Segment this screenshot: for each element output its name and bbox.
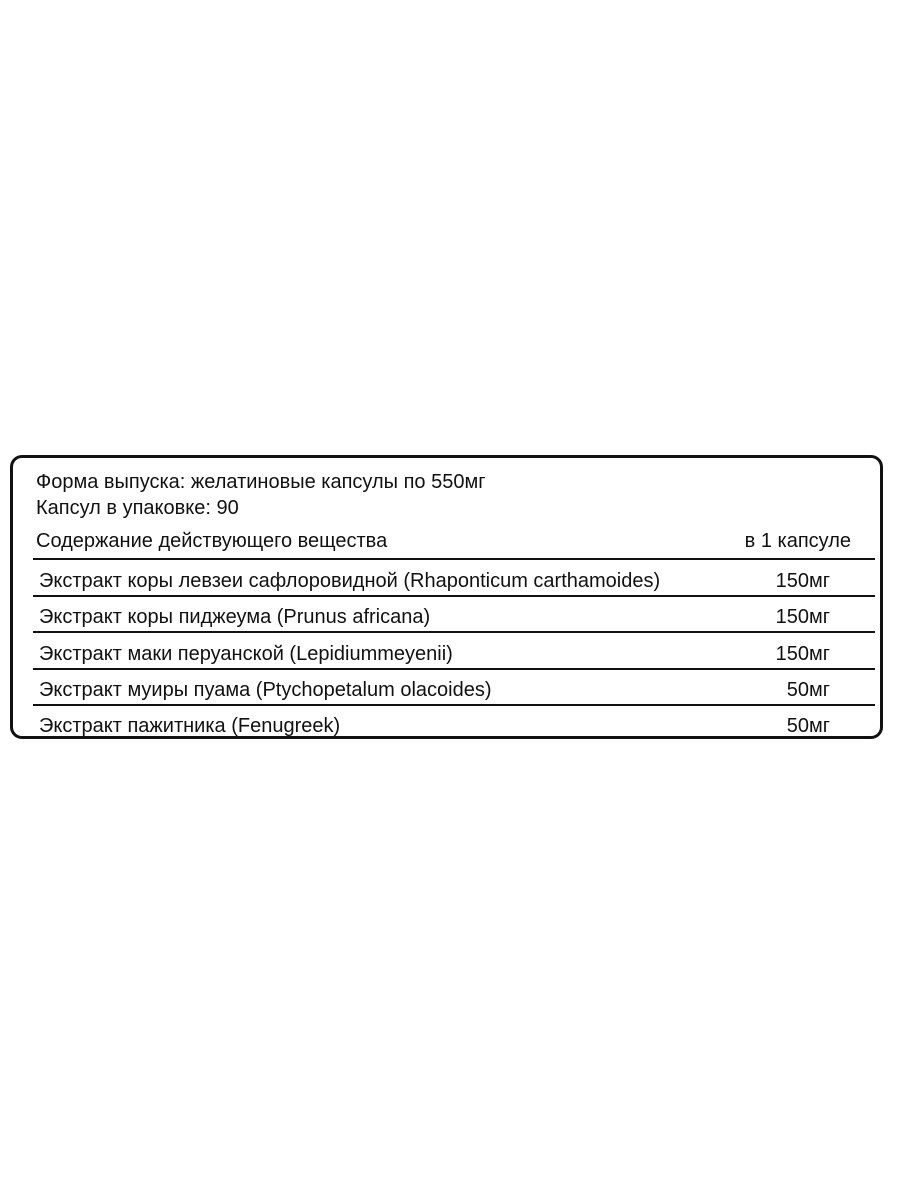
header-divider (33, 558, 875, 560)
ingredient-name: Экстракт муиры пуама (Ptychopetalum olacoides) (39, 679, 492, 701)
ingredient-dose: 50мг (786, 715, 830, 737)
row-divider (33, 704, 875, 706)
row-divider (33, 595, 875, 597)
ingredient-name: Экстракт коры левзеи сафлоровидной (Rhaponticum carthamoides) (39, 570, 661, 592)
release-form-text: Форма выпуска: желатиновые капсулы по 550мг (36, 471, 486, 493)
row-divider (33, 631, 875, 633)
table-header-substance: Содержание действующего вещества (36, 530, 388, 552)
capsules-per-pack-text: Капсул в упаковке: 90 (36, 497, 239, 519)
table-header-per-capsule: в 1 капсуле (744, 530, 851, 552)
ingredient-dose: 150мг (775, 606, 830, 628)
table-row (33, 563, 875, 597)
row-divider (33, 668, 875, 670)
ingredient-dose: 150мг (775, 570, 830, 592)
table-row (33, 636, 875, 670)
composition-panel (10, 455, 883, 739)
table-row (33, 708, 875, 742)
ingredient-dose: 150мг (775, 643, 830, 665)
ingredient-dose: 50мг (786, 679, 830, 701)
ingredient-name: Экстракт маки перуанской (Lepidiummeyenii) (39, 643, 453, 665)
table-row (33, 599, 875, 633)
ingredient-name: Экстракт пажитника (Fenugreek) (39, 715, 341, 737)
table-row (33, 672, 875, 706)
ingredient-name: Экстракт коры пиджеума (Prunus africana) (39, 606, 431, 628)
